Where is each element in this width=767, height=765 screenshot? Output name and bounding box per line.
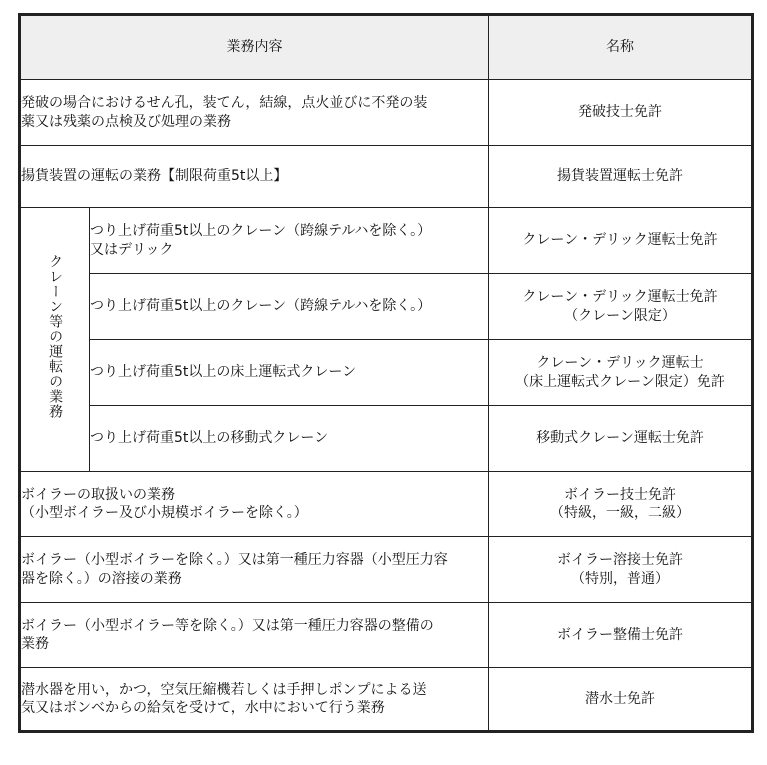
table-row: [20, 537, 753, 603]
task-line: つり上げ荷重5t以上の床上運転式クレーン: [90, 364, 357, 381]
name-cell: [489, 537, 753, 603]
name-cell: [489, 340, 753, 406]
name-cell: [489, 80, 753, 146]
table-row: [20, 603, 753, 668]
table-row: [20, 274, 753, 340]
table-row: [20, 668, 753, 732]
task-cell: [20, 146, 489, 208]
task-line: （小型ボイラー及び小規模ボイラーを除く。）: [21, 505, 308, 521]
task-line: 又はデリック: [90, 241, 174, 258]
task-line: つり上げ荷重5t以上の移動式クレーン: [90, 430, 329, 447]
task-cell: [90, 274, 489, 340]
name-line: （クレーン限定）: [564, 307, 676, 324]
name-line: ボイラー技士免許: [564, 486, 676, 503]
name-cell: [489, 472, 753, 537]
name-line: 潜水士免許: [585, 690, 655, 707]
header-name: 名称: [489, 15, 753, 80]
crane-group-text: クレーン等の運転の業務: [47, 254, 64, 420]
task-cell: [90, 406, 489, 472]
license-table: [18, 13, 754, 733]
task-line: 発破の場合におけるせん孔，装てん，結線，点火並びに不発の装: [21, 95, 428, 112]
name-line: （特級，一級，二級）: [550, 505, 690, 521]
name-cell: [489, 406, 753, 472]
name-line: ボイラー整備士免許: [557, 626, 683, 643]
task-cell: [20, 537, 489, 603]
table-row: [20, 208, 753, 274]
task-line: 潜水器を用い，かつ，空気圧縮機若しくは手押しポンプによる送: [21, 681, 427, 698]
name-line: 発破技士免許: [578, 104, 662, 121]
name-cell: [489, 603, 753, 668]
name-cell: [489, 146, 753, 208]
task-cell: [90, 208, 489, 274]
name-line: 揚貨装置運転士免許: [557, 168, 683, 185]
name-line: 移動式クレーン運転士免許: [536, 430, 704, 447]
table-row: [20, 340, 753, 406]
name-line: （床上運転式クレーン限定）免許: [515, 373, 725, 390]
task-line: 業務: [21, 636, 49, 652]
task-line: 器を除く。）の溶接の業務: [21, 570, 182, 587]
task-line: つり上げ荷重5t以上のクレーン（跨線テルハを除く。）: [90, 298, 432, 315]
task-cell: [20, 472, 489, 537]
header-row: [20, 15, 753, 80]
task-line: つり上げ荷重5t以上のクレーン（跨線テルハを除く。）: [90, 223, 432, 240]
name-line: クレーン・デリック運転士免許: [522, 289, 718, 306]
name-cell: [489, 274, 753, 340]
task-line: 気又はボンベからの給気を受けて，水中において行う業務: [21, 700, 385, 716]
table-row: [20, 146, 753, 208]
task-line: 薬又は残薬の点検及び処理の業務: [21, 113, 231, 130]
name-line: （特別，普通）: [571, 570, 669, 587]
task-cell: [20, 80, 489, 146]
table-row: [20, 80, 753, 146]
task-cell: [20, 603, 489, 668]
name-line: ボイラー溶接士免許: [557, 552, 683, 569]
task-cell: [90, 340, 489, 406]
header-task: 業務内容: [20, 15, 489, 80]
task-line: ボイラー（小型ボイラー等を除く。）又は第一種圧力容器の整備の: [21, 617, 434, 634]
table-row: [20, 472, 753, 537]
table-row: [20, 406, 753, 472]
task-line: ボイラー（小型ボイラーを除く。）又は第一種圧力容器（小型圧力容: [21, 552, 448, 569]
name-line: クレーン・デリック運転士免許: [522, 232, 718, 249]
crane-group-label: [20, 208, 90, 472]
task-line: 揚貨装置の運転の業務【制限荷重5t以上】: [21, 168, 288, 185]
name-line: クレーン・デリック運転士: [536, 355, 704, 372]
task-cell: [20, 668, 489, 732]
task-line: ボイラーの取扱いの業務: [21, 486, 175, 503]
name-cell: [489, 208, 753, 274]
name-cell: [489, 668, 753, 732]
